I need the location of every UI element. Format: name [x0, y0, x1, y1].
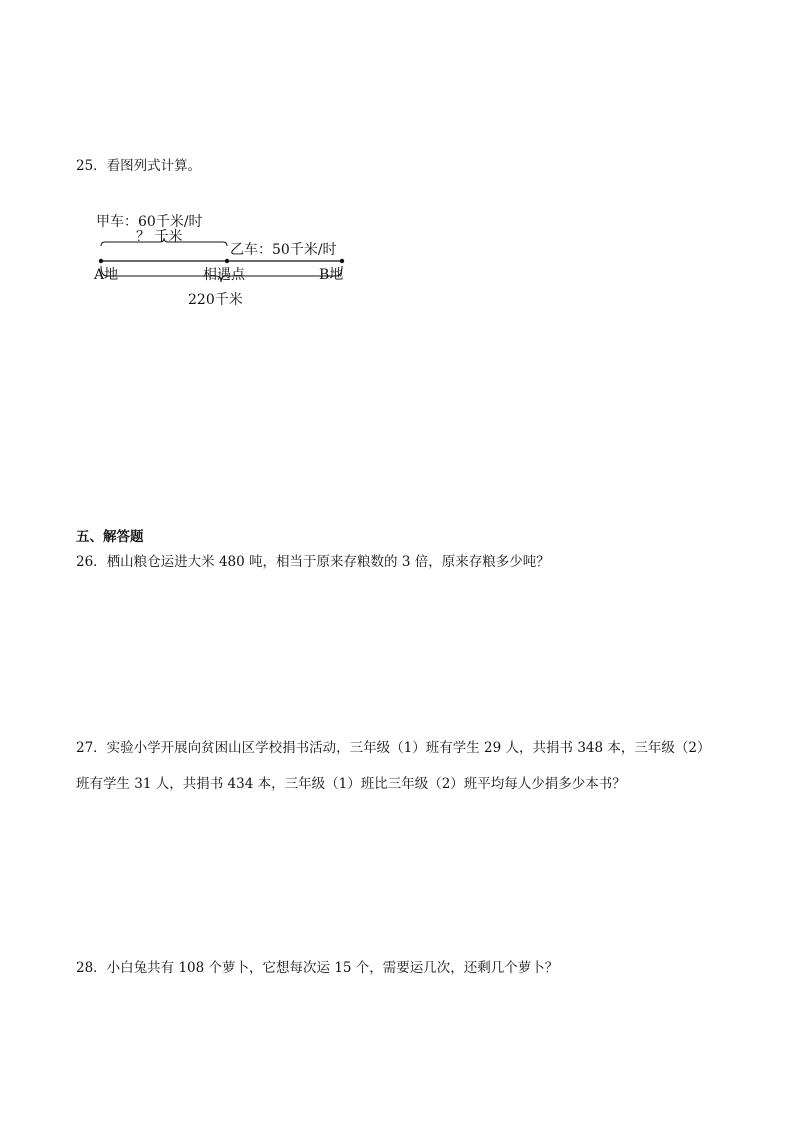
unknown-distance-label: ？ 千米 — [136, 229, 183, 245]
question-28: 28．小白兔共有 108 个萝卜，它想每次运 15 个，需要运几次，还剩几个萝卜？ — [76, 960, 559, 976]
question-25: 25．看图列式计算。 — [76, 158, 202, 174]
point-b-dot — [340, 259, 344, 263]
meeting-diagram — [84, 200, 364, 320]
point-a-dot — [99, 259, 103, 263]
car-a-label: 甲车：60千米/时 — [96, 214, 203, 230]
question-27: 27．实验小学开展向贫困山区学校捐书活动，三年级（1）班有学生 29 人，共捐书 348 本，三年级（2）班有学生 31 人，共捐书 434 本，三年级（1）班比三年级（2）班平均每人少捐多少本书？ — [76, 740, 711, 792]
meet-point-dot — [225, 259, 229, 263]
point-b-label: B地 — [319, 267, 344, 283]
car-b-label: 乙车：50千米/时 — [230, 242, 337, 258]
section-title: 五、解答题 — [76, 529, 144, 545]
meet-point-label: 相遇点 — [203, 267, 245, 283]
total-distance-label: 220千米 — [188, 292, 243, 308]
question-26: 26．栖山粮仓运进大米 480 吨，相当于原来存粮数的 3 倍，原来存粮多少吨？ — [76, 554, 550, 570]
point-a-label: A地 — [94, 267, 119, 283]
